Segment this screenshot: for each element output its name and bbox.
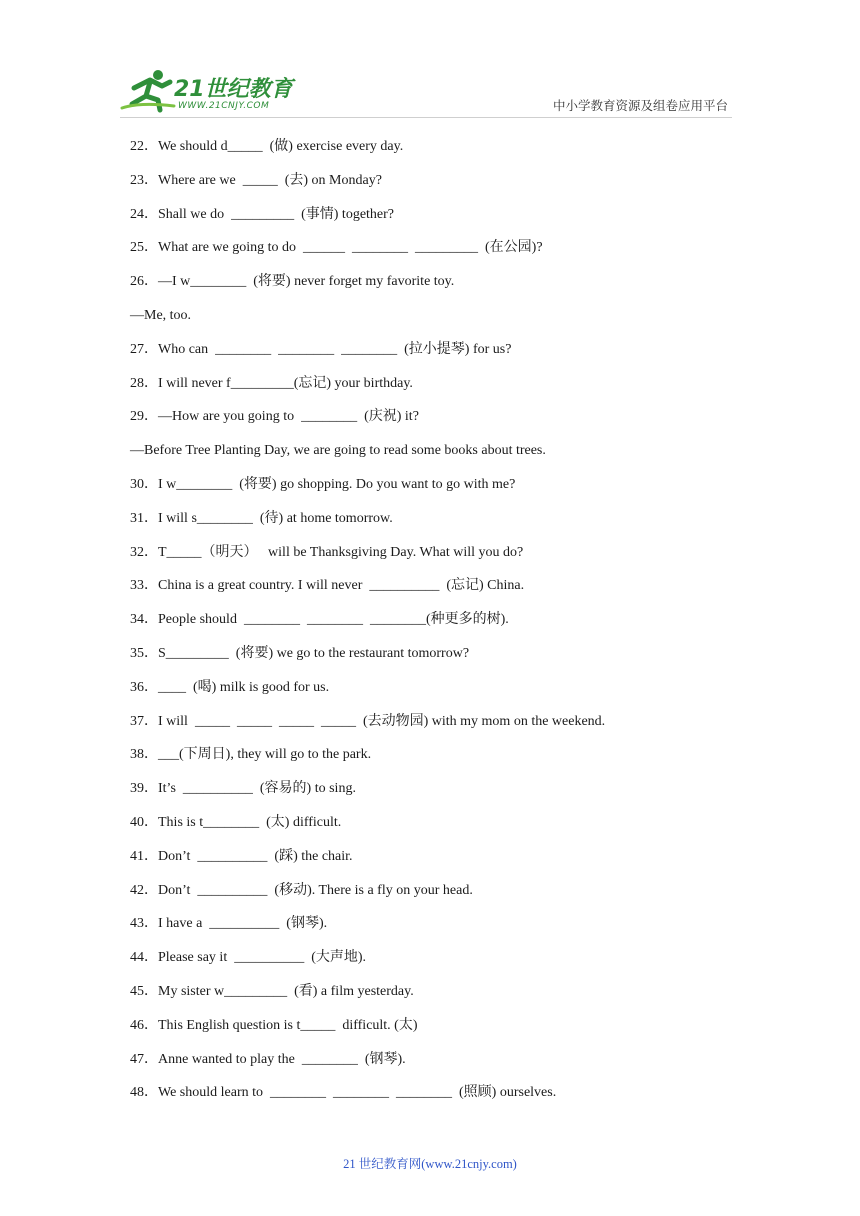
- question-item: [130, 847, 750, 881]
- question-text: ___(下周日), they will go to the park.: [158, 747, 372, 763]
- question-item: [130, 1016, 750, 1050]
- question-text: I will s________ (待) at home tomorrow.: [158, 510, 393, 526]
- question-number: 40．: [130, 814, 158, 830]
- header-divider: [120, 117, 732, 118]
- question-number: 42．: [130, 882, 158, 898]
- question-continuation: [130, 441, 750, 475]
- question-number: 43．: [130, 916, 158, 932]
- platform-label: 中小学教育资源及组卷应用平台: [552, 99, 728, 113]
- site-logo[interactable]: [120, 66, 300, 116]
- question-item: [130, 712, 750, 746]
- question-number: 45．: [130, 983, 158, 999]
- question-item: [130, 340, 750, 374]
- question-text: S_________ (将要) we go to the restaurant tomorrow?: [158, 645, 470, 661]
- question-number: 30．: [130, 476, 158, 492]
- question-number: 33．: [130, 578, 158, 594]
- question-text: People should ________ ________ ________(种更多的树).: [158, 612, 509, 628]
- question-list: [130, 137, 750, 1117]
- question-number: 38．: [130, 747, 158, 763]
- question-item: [130, 272, 750, 306]
- question-item: [130, 1050, 750, 1084]
- question-item: [130, 982, 750, 1016]
- question-number: 31．: [130, 510, 158, 526]
- question-number: 25．: [130, 240, 158, 256]
- question-text: Please say it __________ (大声地).: [158, 950, 367, 966]
- question-item: [130, 1083, 750, 1117]
- question-item: [130, 543, 750, 577]
- question-text: What are we going to do ______ ________ _________ (在公园)?: [158, 240, 543, 256]
- runner-logo-icon: [120, 66, 176, 114]
- question-text: We should learn to ________ ________ ________ (照顾) ourselves.: [158, 1085, 557, 1101]
- question-text: China is a great country. I will never __________ (忘记) China.: [158, 578, 525, 594]
- question-item: [130, 509, 750, 543]
- question-item: [130, 238, 750, 272]
- question-number: 22．: [130, 139, 158, 154]
- question-item: [130, 171, 750, 205]
- question-text: T_____（明天） will be Thanksgiving Day. What will you do?: [158, 544, 524, 560]
- question-item: [130, 407, 750, 441]
- question-number: 35．: [130, 645, 158, 661]
- question-number: 48．: [130, 1085, 158, 1101]
- question-text: Don’t __________ (踩) the chair.: [158, 848, 353, 864]
- question-item: [130, 576, 750, 610]
- question-text: I will _____ _____ _____ _____ (去动物园) with my mom on the weekend.: [158, 713, 606, 729]
- question-item: [130, 948, 750, 982]
- question-text: I w________ (将要) go shopping. Do you want to go with me?: [158, 476, 516, 492]
- question-text: —How are you going to ________ (庆祝) it?: [158, 409, 419, 425]
- question-item: [130, 205, 750, 239]
- logo-title: 21世纪教育: [174, 77, 293, 102]
- question-number: 39．: [130, 781, 158, 797]
- question-text: I have a __________ (钢琴).: [158, 916, 328, 932]
- question-text: ____ (喝) milk is good for us.: [158, 679, 330, 695]
- question-number: 32．: [130, 544, 158, 560]
- question-number: 41．: [130, 848, 158, 864]
- question-text: Who can ________ ________ ________ (拉小提琴) for us?: [158, 341, 512, 357]
- page-header: [120, 66, 740, 118]
- question-number: 46．: [130, 1017, 158, 1033]
- question-text: I will never f_________(忘记) your birthday.: [158, 375, 413, 391]
- question-number: 29．: [130, 409, 158, 425]
- question-number: 37．: [130, 713, 158, 729]
- question-number: 44．: [130, 950, 158, 966]
- question-number: 36．: [130, 679, 158, 695]
- question-text: —Me, too.: [130, 307, 192, 323]
- question-text: Shall we do _________ (事情) together?: [158, 206, 395, 222]
- question-item: [130, 374, 750, 408]
- question-item: [130, 644, 750, 678]
- question-item: [130, 678, 750, 712]
- question-text: Anne wanted to play the ________ (钢琴).: [158, 1051, 406, 1067]
- question-number: 34．: [130, 612, 158, 628]
- logo-url: WWW.21CNJY.COM: [178, 101, 270, 111]
- question-continuation: [130, 306, 750, 340]
- question-text: We should d_____ (做) exercise every day.: [158, 139, 404, 154]
- question-number: 28．: [130, 375, 158, 391]
- question-item: [130, 914, 750, 948]
- question-text: Where are we _____ (去) on Monday?: [158, 172, 382, 188]
- question-item: [130, 475, 750, 509]
- question-number: 26．: [130, 274, 158, 290]
- question-item: [130, 745, 750, 779]
- question-number: 47．: [130, 1051, 158, 1067]
- question-text: It’s __________ (容易的) to sing.: [158, 781, 356, 797]
- question-number: 27．: [130, 341, 158, 357]
- question-number: 24．: [130, 206, 158, 222]
- question-number: 23．: [130, 172, 158, 188]
- question-text: This is t________ (太) difficult.: [158, 814, 342, 830]
- question-text: My sister w_________ (看) a film yesterday.: [158, 983, 414, 999]
- question-item: [130, 779, 750, 813]
- footer-link[interactable]: 21 世纪教育网(www.21cnjy.com): [343, 1157, 517, 1171]
- question-text: Don’t __________ (移动). There is a fly on your head.: [158, 882, 473, 898]
- question-text: —I w________ (将要) never forget my favorite toy.: [158, 274, 455, 290]
- question-item: [130, 137, 750, 171]
- question-item: [130, 610, 750, 644]
- question-item: [130, 813, 750, 847]
- question-text: —Before Tree Planting Day, we are going to read some books about trees.: [130, 443, 546, 459]
- question-item: [130, 881, 750, 915]
- question-text: This English question is t_____ difficult. (太): [158, 1017, 418, 1033]
